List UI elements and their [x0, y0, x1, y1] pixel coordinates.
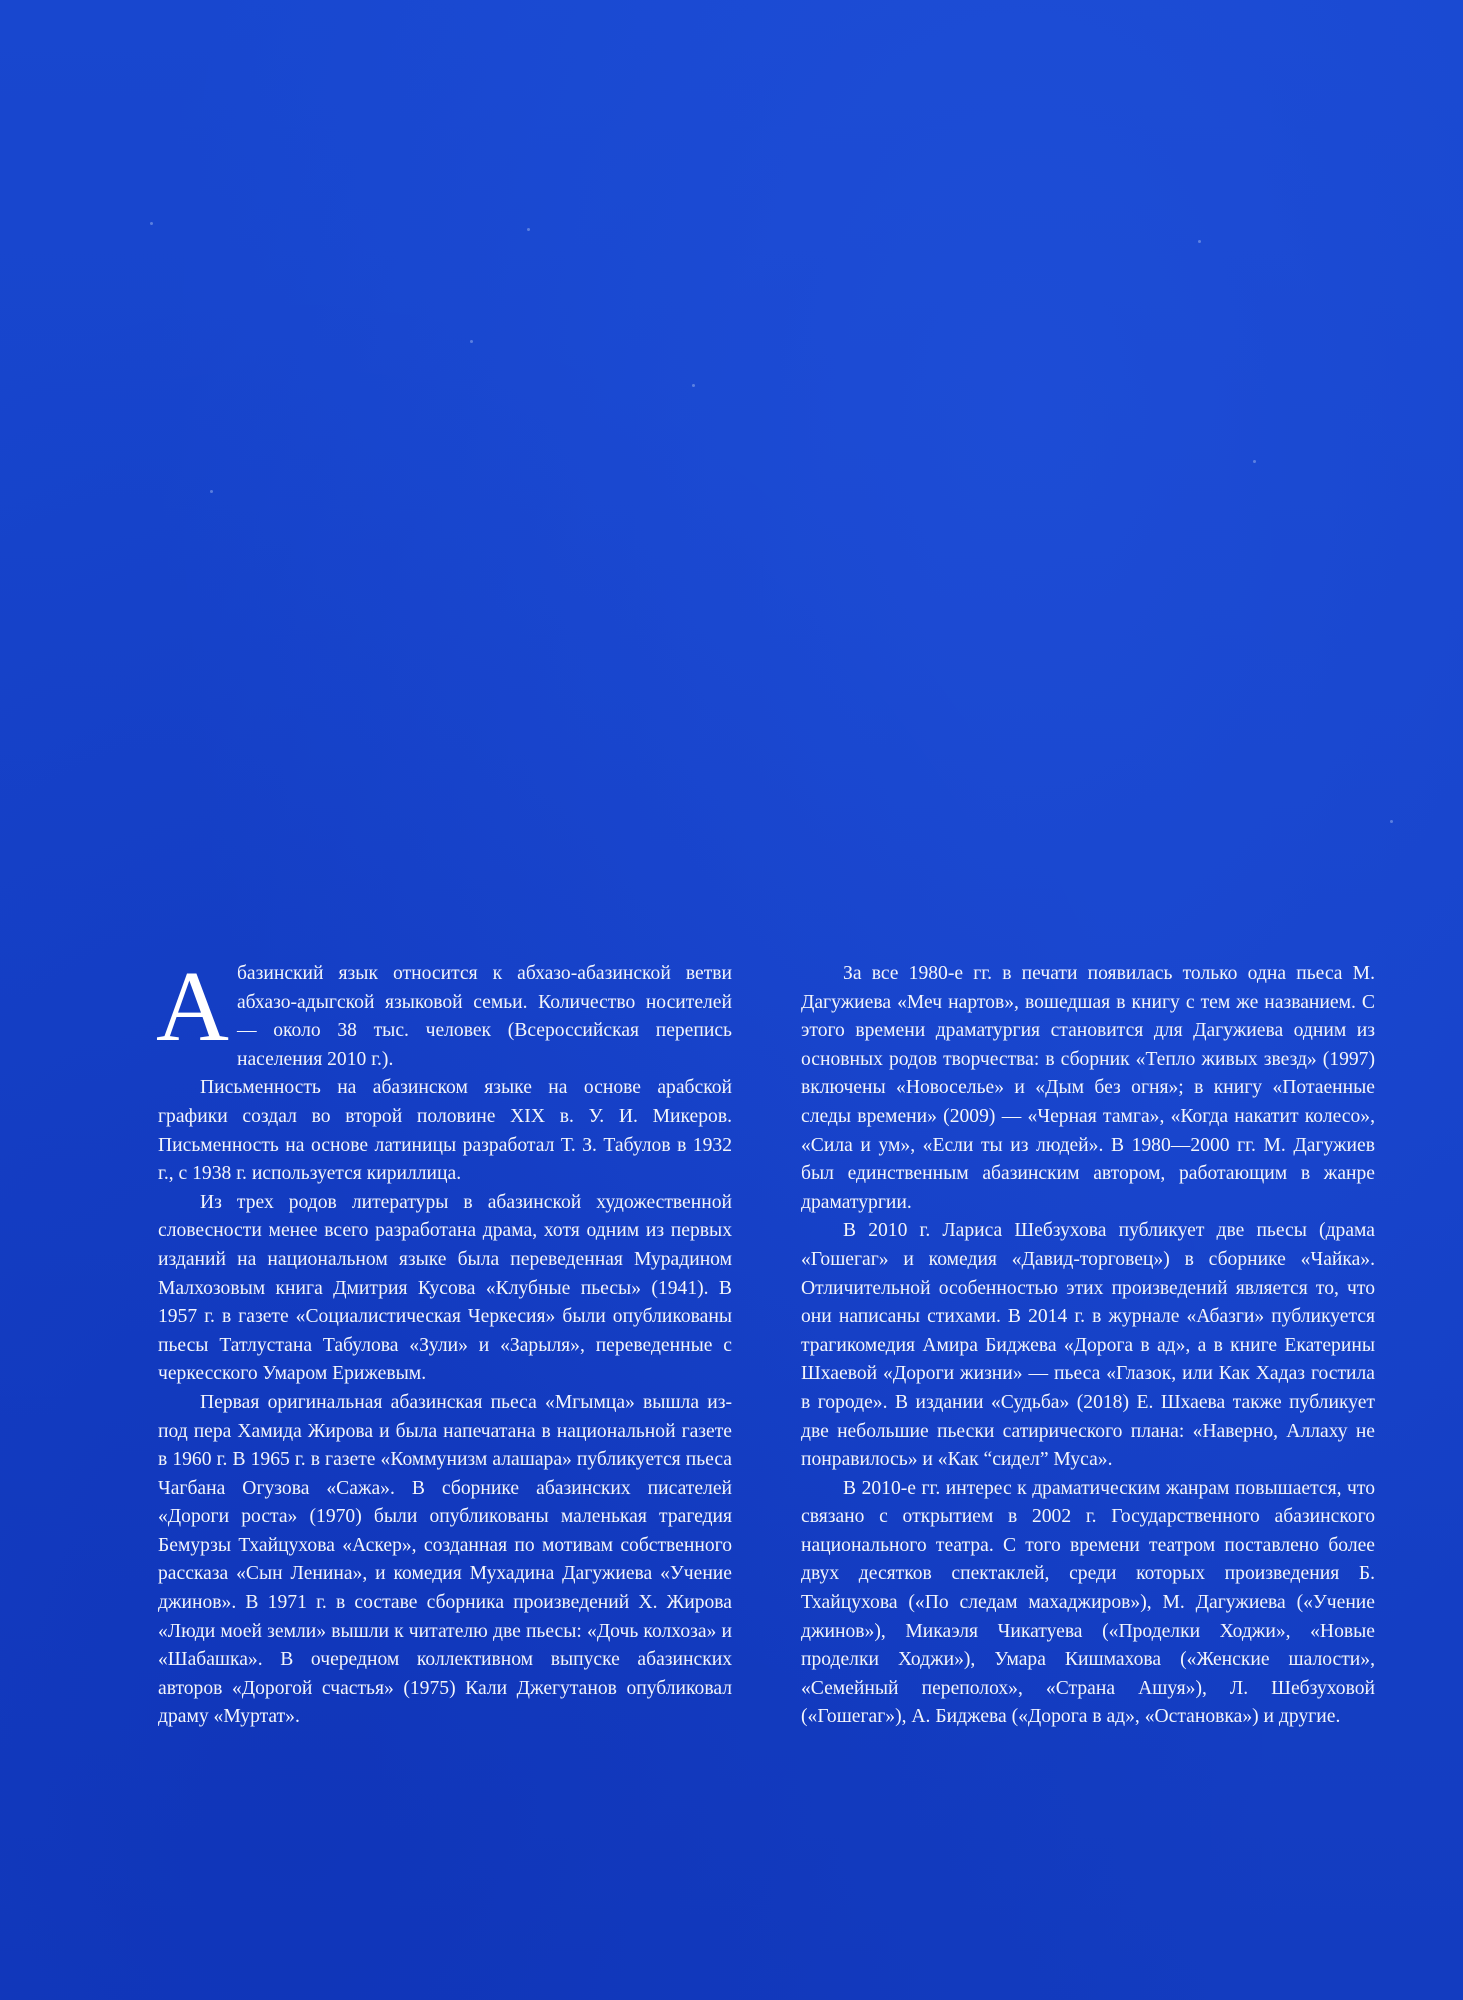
lead-paragraph: [156, 950, 732, 1074]
body-paragraph: За все 1980-е гг. в печати появилась только одна пьеса М. Дагужиева «Меч нартов», вошедшая в книгу с тем же названием. С этого времени драматургия становится для Дагужиева одним из основных родов творчества: в сборник «Тепло живых звезд» (1997) включены «Новоселье» и «Дым без огня»; в книгу «Потаенные следы времени» (2009) — «Черная тамга», «Когда накатит колесо», «Сила и ум», «Если ты из людей». В 1980—2000 гг. М. Дагужиев был единственным абазинским автором, работающим в жанре драматургии.: [801, 963, 1375, 1213]
paper-speck: [470, 340, 473, 343]
drop-cap: А: [156, 950, 229, 1062]
body-paragraph: Первая оригинальная абазинская пьеса «Мгымца» вышла из-под пера Хамида Жирова и была напечатана в национальной газете в 1960 г. В 1965 г. в газете «Коммунизм алашара» публикуется пьеса Чагбана Огузова «Сажа». В сборнике абазинских писателей «Дороги роста» (1970) были опубликованы маленькая трагедия Бемурзы Тхайцухова «Аскер», созданная по мотивам собственного рассказа «Сын Ленина», и комедия Мухадина Дагужиева «Учение джинов». В 1971 г. в составе сборника произведений Х. Жирова «Люди моей земли» вышли к читателю две пьесы: «Дочь колхоза» и «Шабашка». В очередном коллективном выпуске абазинских авторов «Дорогой счастья» (1975) Кали Джегутанов опубликовал драму «Муртат».: [158, 1391, 732, 1728]
paper-speck: [1390, 820, 1393, 823]
paper-speck: [1253, 460, 1256, 463]
paper-speck: [150, 222, 153, 225]
paper-speck: [1198, 240, 1201, 243]
paper-speck: [210, 490, 213, 493]
paper-speck: [692, 384, 695, 387]
paper-speck: [527, 228, 530, 231]
right-text-column: [801, 960, 1375, 1732]
body-paragraph: В 2010 г. Лариса Шебзухова публикует две пьесы (драма «Гошегаг» и комедия «Давид-торговец») в сборнике «Чайка». Отличительной особенностью этих произведений является то, что они написаны стихами. В 2014 г. в журнале «Абазги» публикуется трагикомедия Амира Биджева «Дорога в ад», а в книге Екатерины Шхаевой «Дороги жизни» — пьеса «Глазок, или Как Хадаз гостила в городе». В издании «Судьба» (2018) Е. Шхаева также публикует две небольшие пьески сатирического плана: «Наверно, Аллаху не понравилось» и «Как “сидел” Муса».: [801, 1220, 1375, 1471]
body-paragraph: Письменность на абазинском языке на основе арабской графики создал во второй половине XIX в. У. И. Микеров. Письменность на основе латиницы разработал Т. З. Табулов в 1932 г., с 1938 г. используется кириллица.: [158, 1077, 732, 1185]
left-text-column: [156, 950, 732, 1732]
lead-text: базинский язык относится к абхазо-абазинской ветви абхазо-адыгской языковой семьи. Количество носителей — около 38 тыс. человек (Всероссийская перепись населения 2010 г.).: [236, 963, 732, 1070]
body-paragraph: Из трех родов литературы в абазинской художественной словесности менее всего разработана драма, хотя одним из первых изданий на национальном языке была переведенная Мурадином Малхозовым книга Дмитрия Кусова «Клубные пьесы» (1941). В 1957 г. в газете «Социалистическая Черкесия» были опубликованы пьесы Татлустана Табулова «Зули» и «Зарыля», переведенные с черкесского Умаром Ерижевым.: [158, 1191, 732, 1385]
body-paragraph: В 2010-е гг. интерес к драматическим жанрам повышается, что связано с открытием в 2002 г. Государственного абазинского национального театра. С того времени театром поставлено более двух десятков спектаклей, среди которых произведения Б. Тхайцухова («По следам махаджиров»), М. Дагужиева («Учение джинов»), Микаэля Чикатуева («Проделки Ходжи», «Новые проделки Ходжи»), Умара Кишмахова («Женские шалости», «Семейный переполох», «Страна Ашуя»), Л. Шебзуховой («Гошегаг»), А. Биджева («Дорога в ад», «Остановка») и другие.: [801, 1477, 1375, 1728]
